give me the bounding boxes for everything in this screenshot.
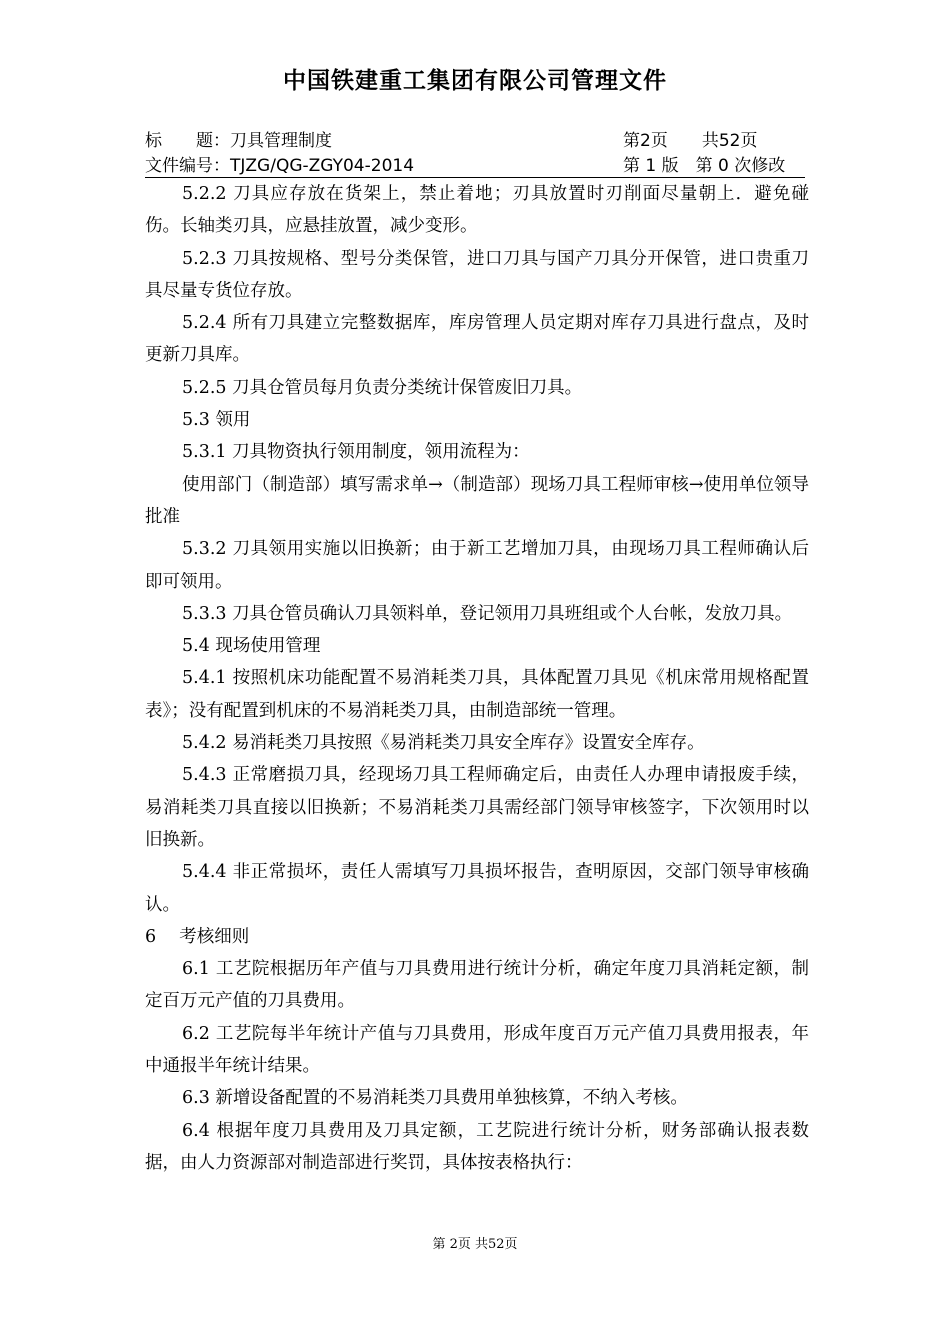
paragraph: 5.2.4 所有刀具建立完整数据库，库房管理人员定期对库存刀具进行盘点，及时更新刀具库。 <box>145 313 809 366</box>
paragraph: 5.4.4 非正常损坏，责任人需填写刀具损坏报告，查明原因，交部门领导审核确认。 <box>145 862 809 915</box>
paragraph: 6.4 根据年度刀具费用及刀具定额，工艺院进行统计分析，财务部确认报表数据，由人力资源部对制造部进行奖罚，具体按表格执行： <box>145 1120 809 1173</box>
paragraph: 5.3.2 刀具领用实施以旧换新；由于新工艺增加刀具，由现场刀具工程师确认后即可领用。 <box>145 539 809 592</box>
paragraph: 5.4 现场使用管理 <box>182 636 321 657</box>
paragraph: 5.3.3 刀具仓管员确认刀具领料单，登记领用刀具班组或个人台帐，发放刀具。 <box>182 603 793 624</box>
header-version-info: 第 1 版 第 0 次修改 <box>623 156 786 176</box>
paragraph: 6 考核细则 <box>145 926 250 947</box>
paragraph: 使用部门（制造部）填写需求单→（制造部）现场刀具工程师审核→使用单位领导批准 <box>145 474 809 527</box>
paragraph: 5.2.3 刀具按规格、型号分类保管，进口刀具与国产刀具分开保管，进口贵重刀具尽量专货位存放。 <box>145 248 809 301</box>
paragraph: 5.4.1 按照机床功能配置不易消耗类刀具，具体配置刀具见《机床常用规格配置表》；没有配置到机床的不易消耗类刀具，由制造部统一管理。 <box>145 668 809 721</box>
header-row-docno <box>145 151 805 175</box>
page-footer: 第 2页 共52页 <box>432 1237 518 1252</box>
paragraph: 5.2.2 刀具应存放在货架上，禁止着地；刃具放置时刃削面尽量朝上．避免碰伤。长轴类刃具，应悬挂放置，减少变形。 <box>145 184 809 237</box>
header-title-label: 标 题：刀具管理制度 <box>145 131 332 151</box>
paragraph: 5.4.2 易消耗类刀具按照《易消耗类刀具安全库存》设置安全库存。 <box>182 733 705 754</box>
paragraph: 5.2.5 刀具仓管员每月负责分类统计保管废旧刀具。 <box>182 377 583 398</box>
header-page-info: 第2页 共52页 <box>623 131 758 151</box>
document-title: 中国铁建重工集团有限公司管理文件 <box>283 68 667 94</box>
paragraph: 6.1 工艺院根据历年产值与刀具费用进行统计分析，确定年度刀具消耗定额，制定百万元产值的刀具费用。 <box>145 959 809 1012</box>
document-body <box>145 178 809 1179</box>
paragraph: 5.3 领用 <box>182 410 251 431</box>
paragraph: 6.3 新增设备配置的不易消耗类刀具费用单独核算，不纳入考核。 <box>182 1088 688 1109</box>
paragraph: 5.3.1 刀具物资执行领用制度，领用流程为： <box>182 442 530 463</box>
paragraph: 6.2 工艺院每半年统计产值与刀具费用，形成年度百万元产值刀具费用报表，年中通报半年统计结果。 <box>145 1023 809 1077</box>
paragraph: 5.4.3 正常磨损刀具，经现场刀具工程师确定后，由责任人办理申请报废手续，易消耗类刀具直接以旧换新；不易消耗类刀具需经部门领导审核签字，下次领用时以旧换新。 <box>145 765 809 850</box>
header-doc-number: 文件编号：TJZG/QG-ZGY04-2014 <box>145 156 415 176</box>
header-row-title <box>145 126 805 150</box>
